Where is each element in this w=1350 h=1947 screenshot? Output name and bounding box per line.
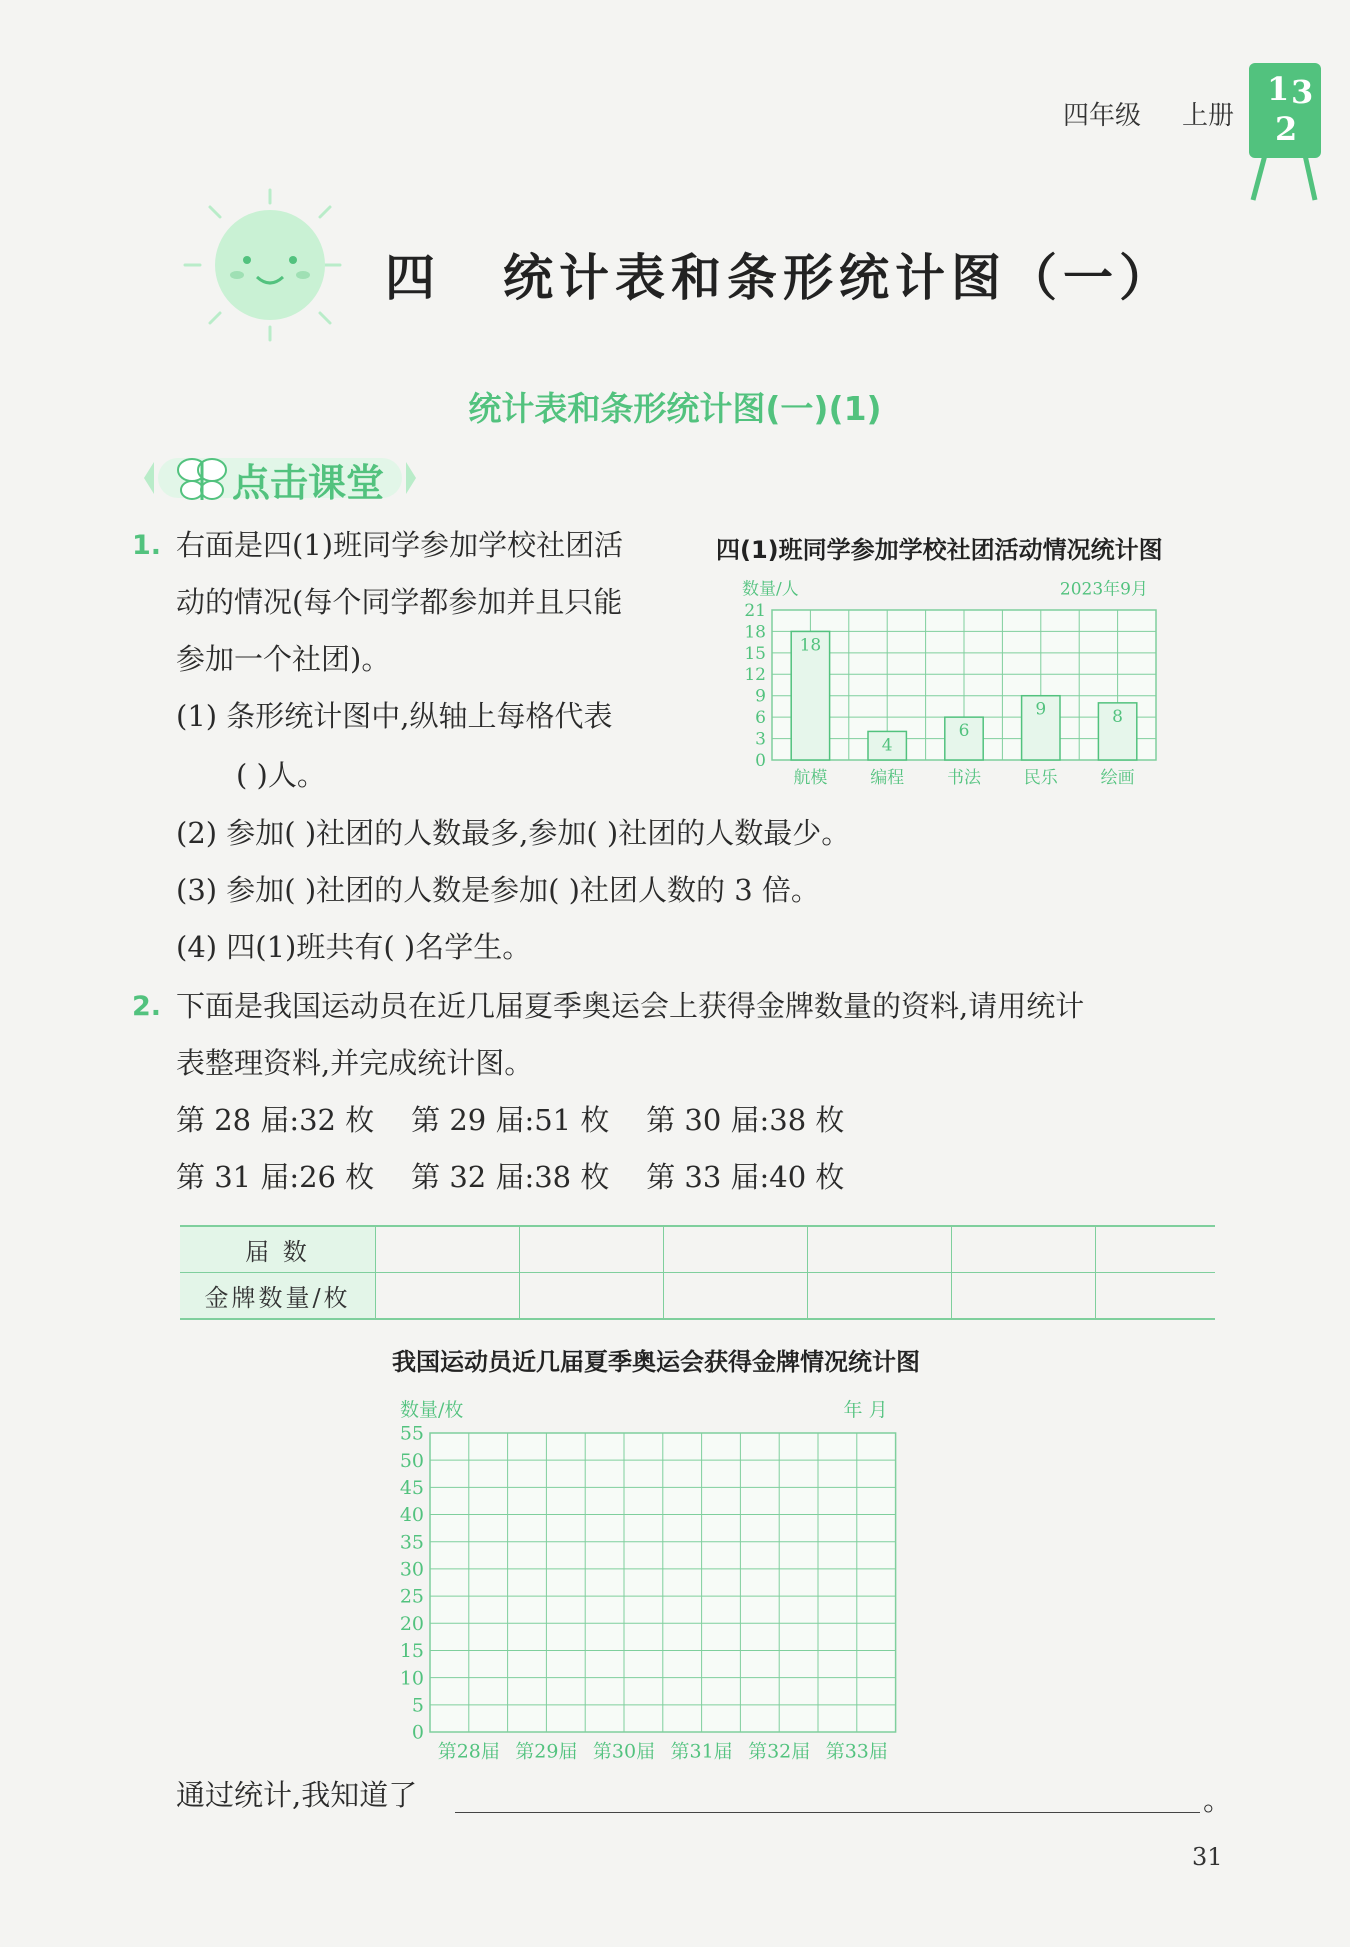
section-title: 统计表和条形统计图(一)(1) <box>468 389 882 428</box>
bar-value-label: 8 <box>1112 706 1124 727</box>
y-tick-label: 18 <box>744 622 766 643</box>
y-tick-label: 25 <box>399 1585 424 1608</box>
y-tick-label: 40 <box>399 1504 424 1527</box>
chapter-name: 统计表和条形统计图（一） <box>503 249 1175 307</box>
butterfly-icon <box>178 459 226 500</box>
table-row-session <box>180 1226 1215 1273</box>
q1-line-3: 参加一个社团)。 <box>176 642 391 676</box>
bar-value-label: 6 <box>958 721 970 742</box>
bar-value-label: 4 <box>881 735 893 756</box>
y-tick-label: 5 <box>411 1694 424 1717</box>
table-cell[interactable] <box>519 1273 663 1320</box>
bar-value-label: 18 <box>799 635 822 656</box>
row-header-medals: 金牌数量/枚 <box>180 1273 376 1320</box>
table-cell[interactable] <box>1095 1226 1215 1273</box>
y-tick-label: 6 <box>755 708 766 729</box>
volume-label: 上册 <box>1182 101 1235 131</box>
medal-table <box>180 1225 1215 1320</box>
table-cell[interactable] <box>663 1273 807 1320</box>
q1-sub3: (3) 参加( )社团的人数是参加( )社团人数的 3 倍。 <box>176 873 820 907</box>
q2-data-row-1: 第 28 届:32 枚 第 29 届:51 枚 第 30 届:38 枚 <box>176 1103 845 1137</box>
table-cell[interactable] <box>951 1226 1095 1273</box>
chart1-title: 四(1)班同学参加学校社团活动情况统计图 <box>716 536 1163 564</box>
q1-sub2: (2) 参加( )社团的人数最多,参加( )社团的人数最少。 <box>176 816 851 850</box>
answer-line[interactable] <box>455 1812 1200 1813</box>
q2-data-row-2: 第 31 届:26 枚 第 32 届:38 枚 第 33 届:40 枚 <box>176 1160 845 1194</box>
chart1 <box>700 560 1220 800</box>
table-cell[interactable] <box>376 1273 520 1320</box>
q2-line-1: 下面是我国运动员在近几届夏季奥运会上获得金牌数量的资料,请用统计 <box>176 989 1085 1023</box>
table-cell[interactable] <box>951 1273 1095 1320</box>
x-category-label: 第28届 <box>437 1740 500 1763</box>
q1-line-1: 右面是四(1)班同学参加学校社团活 <box>176 528 624 562</box>
page-number: 31 <box>1192 1843 1223 1871</box>
row-header-session: 届 数 <box>180 1226 376 1273</box>
x-category-label: 航模 <box>793 767 828 788</box>
table-cell[interactable] <box>807 1273 951 1320</box>
q1-sub1-line-2: ( )人。 <box>236 758 326 792</box>
table-cell[interactable] <box>1095 1273 1215 1320</box>
table-cell[interactable] <box>376 1226 520 1273</box>
y-axis-label: 数量/人 <box>742 579 799 600</box>
y-tick-label: 0 <box>755 750 766 771</box>
y-tick-label: 21 <box>744 600 766 621</box>
table-cell[interactable] <box>519 1226 663 1273</box>
chapter-number: 四 <box>385 249 441 307</box>
y-tick-label: 45 <box>399 1477 424 1500</box>
conclusion-label: 通过统计,我知道了 <box>176 1778 418 1812</box>
y-tick-label: 35 <box>399 1531 424 1554</box>
y-tick-label: 12 <box>744 665 766 686</box>
sun-icon <box>175 185 350 345</box>
y-tick-label: 9 <box>755 686 766 707</box>
q1-sub1-line-1: (1) 条形统计图中,纵轴上每格代表 <box>176 699 613 733</box>
q2-line-2: 表整理资料,并完成统计图。 <box>176 1046 534 1080</box>
grade-label: 四年级 <box>1063 101 1142 131</box>
y-tick-label: 10 <box>399 1667 424 1690</box>
x-category-label: 民乐 <box>1023 767 1058 788</box>
x-category-label: 第29届 <box>515 1740 578 1763</box>
y-tick-label: 50 <box>399 1449 424 1472</box>
chart2[interactable] <box>380 1380 980 1780</box>
y-tick-label: 30 <box>399 1558 424 1581</box>
board-digit-2: 2 <box>1275 110 1298 148</box>
x-category-label: 第31届 <box>670 1740 733 1763</box>
chart-date: 2023年9月 <box>1059 579 1148 600</box>
table-row-medals <box>180 1273 1215 1320</box>
y-tick-label: 20 <box>399 1612 424 1635</box>
board-digit-3: 3 <box>1291 73 1314 111</box>
y-tick-label: 0 <box>411 1721 424 1744</box>
x-category-label: 绘画 <box>1100 767 1135 788</box>
board-digit-1: 1 <box>1267 70 1290 108</box>
y-tick-label: 3 <box>755 729 766 750</box>
badge-label: 点击课堂 <box>232 461 385 505</box>
q1-number: 1. <box>132 530 162 561</box>
y-axis-label: 数量/枚 <box>400 1398 464 1421</box>
q2-number: 2. <box>132 991 162 1022</box>
q1-sub4: (4) 四(1)班共有( )名学生。 <box>176 930 532 964</box>
x-category-label: 第30届 <box>592 1740 656 1763</box>
chart2-title: 我国运动员近几届夏季奥运会获得金牌情况统计图 <box>392 1348 920 1376</box>
chapter-title <box>385 238 1175 310</box>
x-category-label: 第32届 <box>748 1740 811 1763</box>
q1-line-2: 动的情况(每个同学都参加并且只能 <box>176 585 623 619</box>
bar-value-label: 9 <box>1035 699 1047 720</box>
chart-date: 年 月 <box>843 1398 888 1421</box>
conclusion-end: 。 <box>1203 1783 1233 1817</box>
x-category-label: 编程 <box>870 767 905 788</box>
x-category-label: 第33届 <box>825 1740 888 1763</box>
chalkboard-icon <box>1245 55 1325 205</box>
x-category-label: 书法 <box>947 767 981 788</box>
y-tick-label: 55 <box>399 1422 424 1445</box>
y-tick-label: 15 <box>399 1640 424 1663</box>
y-tick-label: 15 <box>744 643 766 664</box>
table-cell[interactable] <box>663 1226 807 1273</box>
table-cell[interactable] <box>807 1226 951 1273</box>
